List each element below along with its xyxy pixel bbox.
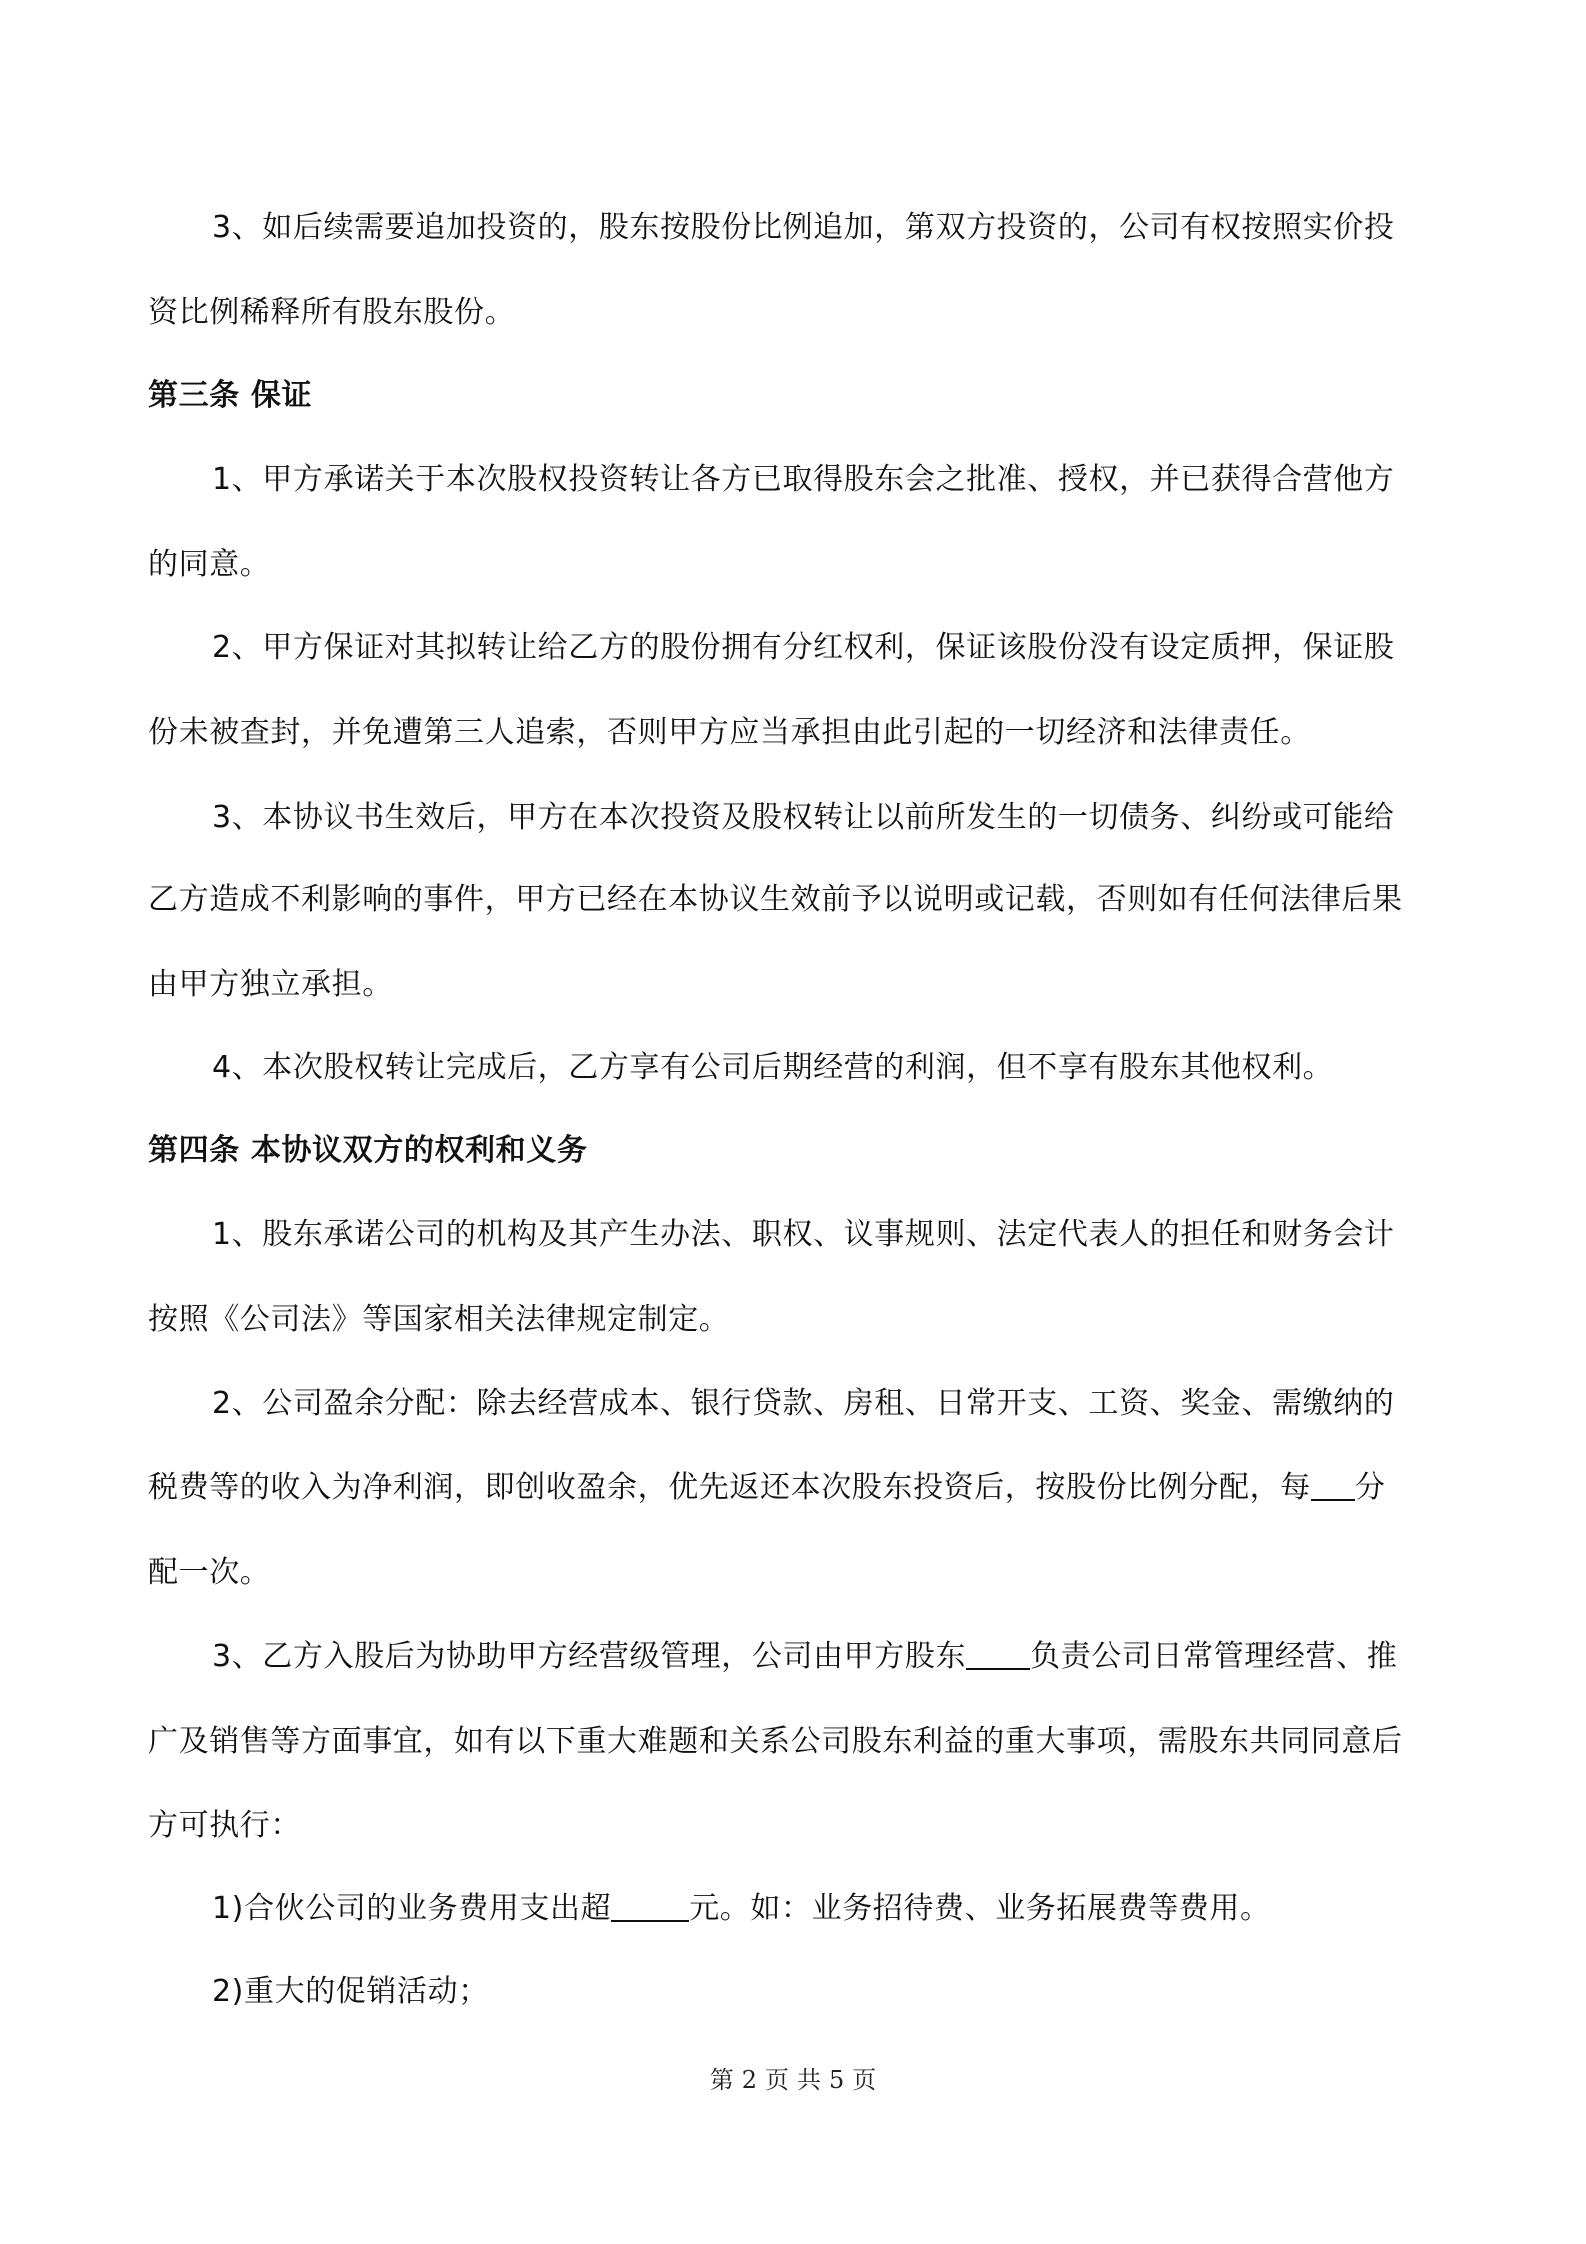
paragraph-line — [212, 1637, 1512, 1677]
paragraph-line: 广及销售等方面事宜，如有以下重大难题和关系公司股东利益的重大事项，需股东共同同意后 — [148, 1724, 1403, 1759]
footer-text: 共 — [797, 2066, 821, 2094]
paragraph-line: 配一次。 — [148, 1555, 271, 1590]
text-segment: 税费等的收入为净利润，即创收盈余，优先返还本次股东投资后，按股份比例分配，每 — [148, 1470, 1311, 1505]
paragraph-line: 方可执行： — [148, 1808, 301, 1843]
paragraph-line — [148, 1468, 1448, 1508]
section-heading: 第三条 保证 — [148, 378, 313, 413]
page-footer — [0, 2060, 1586, 2095]
text-segment: 元。如：业务招待费、业务拓展费等费用。 — [689, 1891, 1271, 1926]
paragraph-line: 2、公司盈余分配：除去经营成本、银行贷款、房租、日常开支、工资、奖金、需缴纳的 — [212, 1386, 1395, 1421]
footer-text: 页 — [852, 2066, 877, 2094]
page-total: 5 — [829, 2066, 845, 2094]
paragraph-line: 3、本协议书生效后，甲方在本次投资及股权转让以前所发生的一切债务、纠纷或可能给 — [212, 800, 1395, 835]
paragraph-line: 1、甲方承诺关于本次股权投资转让各方已取得股东会之批准、授权，并已获得合营他方 — [212, 462, 1395, 497]
paragraph-line: 乙方造成不利影响的事件，甲方已经在本协议生效前予以说明或记载，否则如有任何法律后果 — [148, 882, 1403, 917]
text-segment: 1)合伙公司的业务费用支出超 — [212, 1891, 612, 1926]
paragraph-line: 2、甲方保证对其拟转让给乙方的股份拥有分红权利，保证该股份没有设定质押，保证股 — [212, 630, 1395, 665]
paragraph-line: 份未被查封，并免遭第三人追索，否则甲方应当承担由此引起的一切经济和法律责任。 — [148, 715, 1311, 750]
fill-in-blank[interactable] — [966, 1638, 1030, 1670]
footer-text: 页 — [765, 2066, 789, 2094]
fill-in-blank[interactable] — [611, 1890, 689, 1922]
text-segment: 3、乙方入股后为协助甲方经营级管理，公司由甲方股东 — [212, 1639, 967, 1674]
text-segment: 负责公司日常管理经营、推 — [1030, 1639, 1398, 1674]
paragraph-line: 由甲方独立承担。 — [148, 967, 393, 1002]
paragraph-line: 4、本次股权转让完成后，乙方享有公司后期经营的利润，但不享有股东其他权利。 — [212, 1050, 1334, 1085]
paragraph-line: 1、股东承诺公司的机构及其产生办法、职权、议事规则、法定代表人的担任和财务会计 — [212, 1217, 1395, 1252]
paragraph-line: 按照《公司法》等国家相关法律规定制定。 — [148, 1302, 730, 1337]
section-heading: 第四条 本协议双方的权利和义务 — [148, 1133, 588, 1168]
paragraph-line: 的同意。 — [148, 547, 271, 582]
page-number: 2 — [741, 2066, 757, 2094]
paragraph-line: 3、如后续需要追加投资的，股东按股份比例追加，第双方投资的，公司有权按照实价投 — [212, 210, 1395, 245]
fill-in-blank[interactable] — [1311, 1469, 1355, 1501]
paragraph-line: 资比例稀释所有股东股份。 — [148, 295, 516, 330]
text-segment: 分 — [1354, 1470, 1386, 1505]
paragraph-line — [212, 1889, 1512, 1929]
paragraph-line: 2)重大的促销活动； — [212, 1974, 489, 2009]
footer-text: 第 — [709, 2066, 734, 2094]
